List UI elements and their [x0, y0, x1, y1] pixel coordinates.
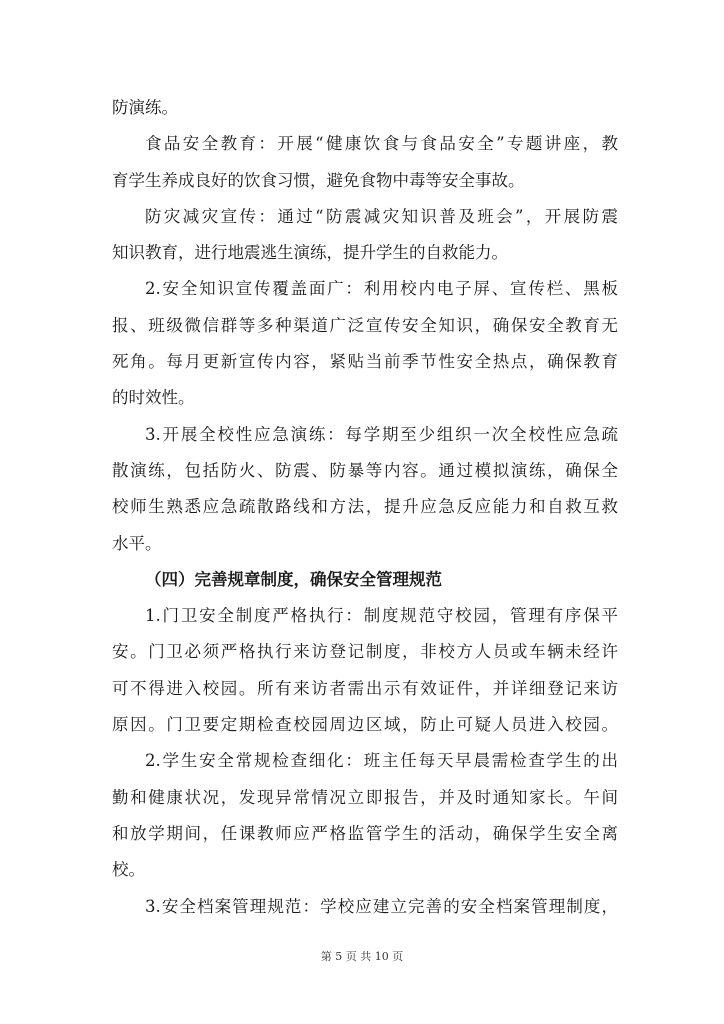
text-line: 的时效性。: [112, 388, 195, 408]
text-line: 安。门卫必须严格执行来访登记制度，非校方人员或车辆未经许: [112, 642, 618, 662]
text-line: 和放学期间，任课教师应严格监管学生的活动，确保学生安全离: [112, 823, 618, 843]
text-line: 3.开展全校性应急演练：每学期至少组织一次全校性应急疏: [145, 424, 618, 444]
text-line: 2.学生安全常规检查细化：班主任每天早晨需检查学生的出: [145, 751, 618, 771]
text-line: 防演练。: [112, 98, 178, 117]
text-line: 育学生养成良好的饮食习惯，避免食物中毒等安全事故。: [112, 170, 525, 190]
text-line: 知识教育，进行地震逃生演练，提升学生的自救能力。: [112, 243, 508, 263]
text-line: 原因。门卫要定期检查校园周边区域，防止可疑人员进入校园。: [112, 715, 618, 735]
text-line: 2.安全知识宣传覆盖面广：利用校内电子屏、宣传栏、黑板: [145, 279, 618, 299]
text-line: 防灾减灾宣传：通过“防震减灾知识普及班会”，开展防震: [145, 206, 618, 226]
text-line: 死角。每月更新宣传内容，紧贴当前季节性安全热点，确保教育: [112, 352, 618, 372]
text-line: 1.门卫安全制度严格执行：制度规范守校园，管理有序保平: [145, 606, 618, 626]
document-body: [112, 90, 618, 925]
text-line: 食品安全教育：开展“健康饮食与食品安全”专题讲座，教: [145, 134, 618, 154]
text-line: 报、班级微信群等多种渠道广泛宣传安全知识，确保安全教育无: [112, 315, 618, 335]
text-line: 校。: [112, 860, 145, 880]
text-line: 校师生熟悉应急疏散路线和方法，提升应急反应能力和自救互救: [112, 497, 618, 517]
text-line: 水平。: [112, 533, 162, 553]
text-line: 3.安全档案管理规范：学校应建立完善的安全档案管理制度，: [145, 896, 618, 916]
text-line: 可不得进入校园。所有来访者需出示有效证件，并详细登记来访: [112, 678, 618, 698]
section-heading: （四）完善规章制度，确保安全管理规范: [145, 569, 442, 589]
text-line: 散演练，包括防火、防震、防暴等内容。通过模拟演练，确保全: [112, 460, 618, 480]
text-line: 勤和健康状况，发现异常情况立即报告，并及时通知家长。午间: [112, 787, 618, 807]
page-footer: 第 5 页 共 10 页: [320, 950, 404, 963]
